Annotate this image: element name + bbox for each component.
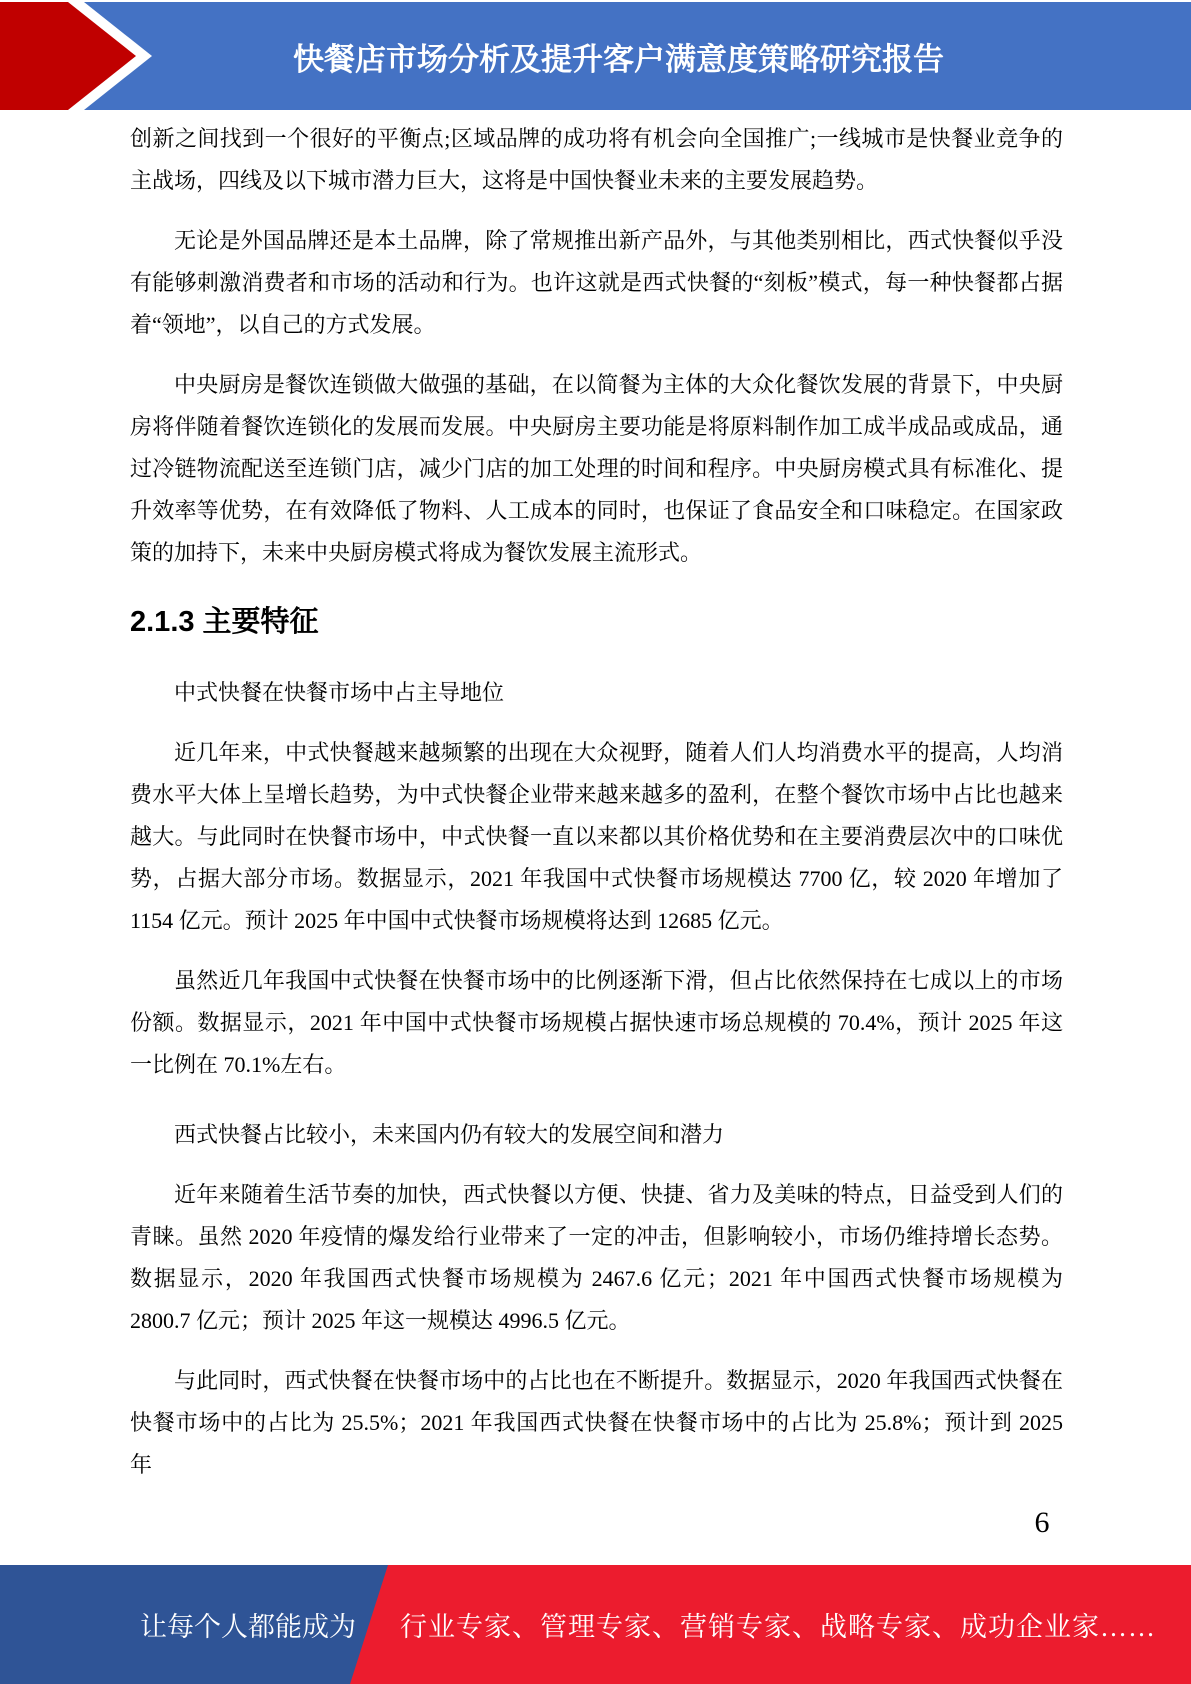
- document-body: [130, 118, 1063, 1486]
- paragraph-chinese-share: 虽然近几年我国中式快餐在快餐市场中的比例逐渐下滑，但占比依然保持在七成以上的市场份额。数据显示，2021 年中国中式快餐市场规模占据快速市场总规模的 70.4%，预计 2025 年这一比例在 70.1%左右。: [130, 968, 1063, 1077]
- paragraph-central-kitchen: 中央厨房是餐饮连锁做大做强的基础，在以简餐为主体的大众化餐饮发展的背景下，中央厨房将伴随着餐饮连锁化的发展而发展。中央厨房主要功能是将原料制作加工成半成品或成品，通过冷链物流配送至连锁门店，减少门店的加工处理的时间和程序。中央厨房模式具有标准化、提升效率等优势，在有效降低了物料、人工成本的同时，也保证了食品安全和口味稳定。在国家政策的加持下，未来中央厨房模式将成为餐饮发展主流形式。: [130, 372, 1063, 565]
- footer-banner: [0, 1565, 1191, 1684]
- page-number: 6: [1034, 1506, 1050, 1539]
- paragraph-western-growth: 近年来随着生活节奏的加快，西式快餐以方便、快捷、省力及美味的特点，日益受到人们的青睐。虽然 2020 年疫情的爆发给行业带来了一定的冲击，但影响较小，市场仍维持增长态势。数据显示，2020 年我国西式快餐市场规模为 2467.6 亿元；2021 年中国西式快餐市场规模为 2800.7 亿元；预计 2025 年这一规模达 4996.5 亿元。: [130, 1182, 1063, 1333]
- paragraph-western-brands: 无论是外国品牌还是本土品牌，除了常规推出新产品外，与其他类别相比，西式快餐似乎没有能够刺激消费者和市场的活动和行为。也许这就是西式快餐的“刻板”模式，每一种快餐都占据着“领地”，以自己的方式发展。: [130, 228, 1063, 337]
- report-title: 快餐店市场分析及提升客户满意度策略研究报告: [293, 41, 944, 77]
- footer-slogan-left: 让每个人都能成为: [140, 1612, 356, 1642]
- subheading-western-potential: 西式快餐占比较小，未来国内仍有较大的发展空间和潜力: [174, 1122, 725, 1147]
- section-heading: 2.1.3 主要特征: [130, 606, 319, 638]
- subheading-chinese-lead: 中式快餐在快餐市场中占主导地位: [174, 680, 505, 705]
- paragraph-western-share: 与此同时，西式快餐在快餐市场中的占比也在不断提升。数据显示，2020 年我国西式快餐在快餐市场中的占比为 25.5%；2021 年我国西式快餐在快餐市场中的占比为 25.8%；预计到 2025 年: [130, 1368, 1063, 1477]
- red-arrow-icon: [0, 2, 160, 110]
- paragraph-continuation: 创新之间找到一个很好的平衡点;区域品牌的成功将有机会向全国推广;一线城市是快餐业竞争的主战场，四线及以下城市潜力巨大，这将是中国快餐业未来的主要发展趋势。: [130, 126, 1063, 193]
- footer-slogan-right: 行业专家、管理专家、营销专家、战略专家、成功企业家……: [400, 1612, 1156, 1642]
- header-banner: [0, 2, 1191, 110]
- paragraph-chinese-growth: 近几年来，中式快餐越来越频繁的出现在大众视野，随着人们人均消费水平的提高，人均消费水平大体上呈增长趋势，为中式快餐企业带来越来越多的盈利，在整个餐饮市场中占比也越来越大。与此同时在快餐市场中，中式快餐一直以来都以其价格优势和在主要消费层次中的口味优势，占据大部分市场。数据显示，2021 年我国中式快餐市场规模达 7700 亿，较 2020 年增加了 1154 亿元。预计 2025 年中国中式快餐市场规模将达到 12685 亿元。: [130, 740, 1063, 933]
